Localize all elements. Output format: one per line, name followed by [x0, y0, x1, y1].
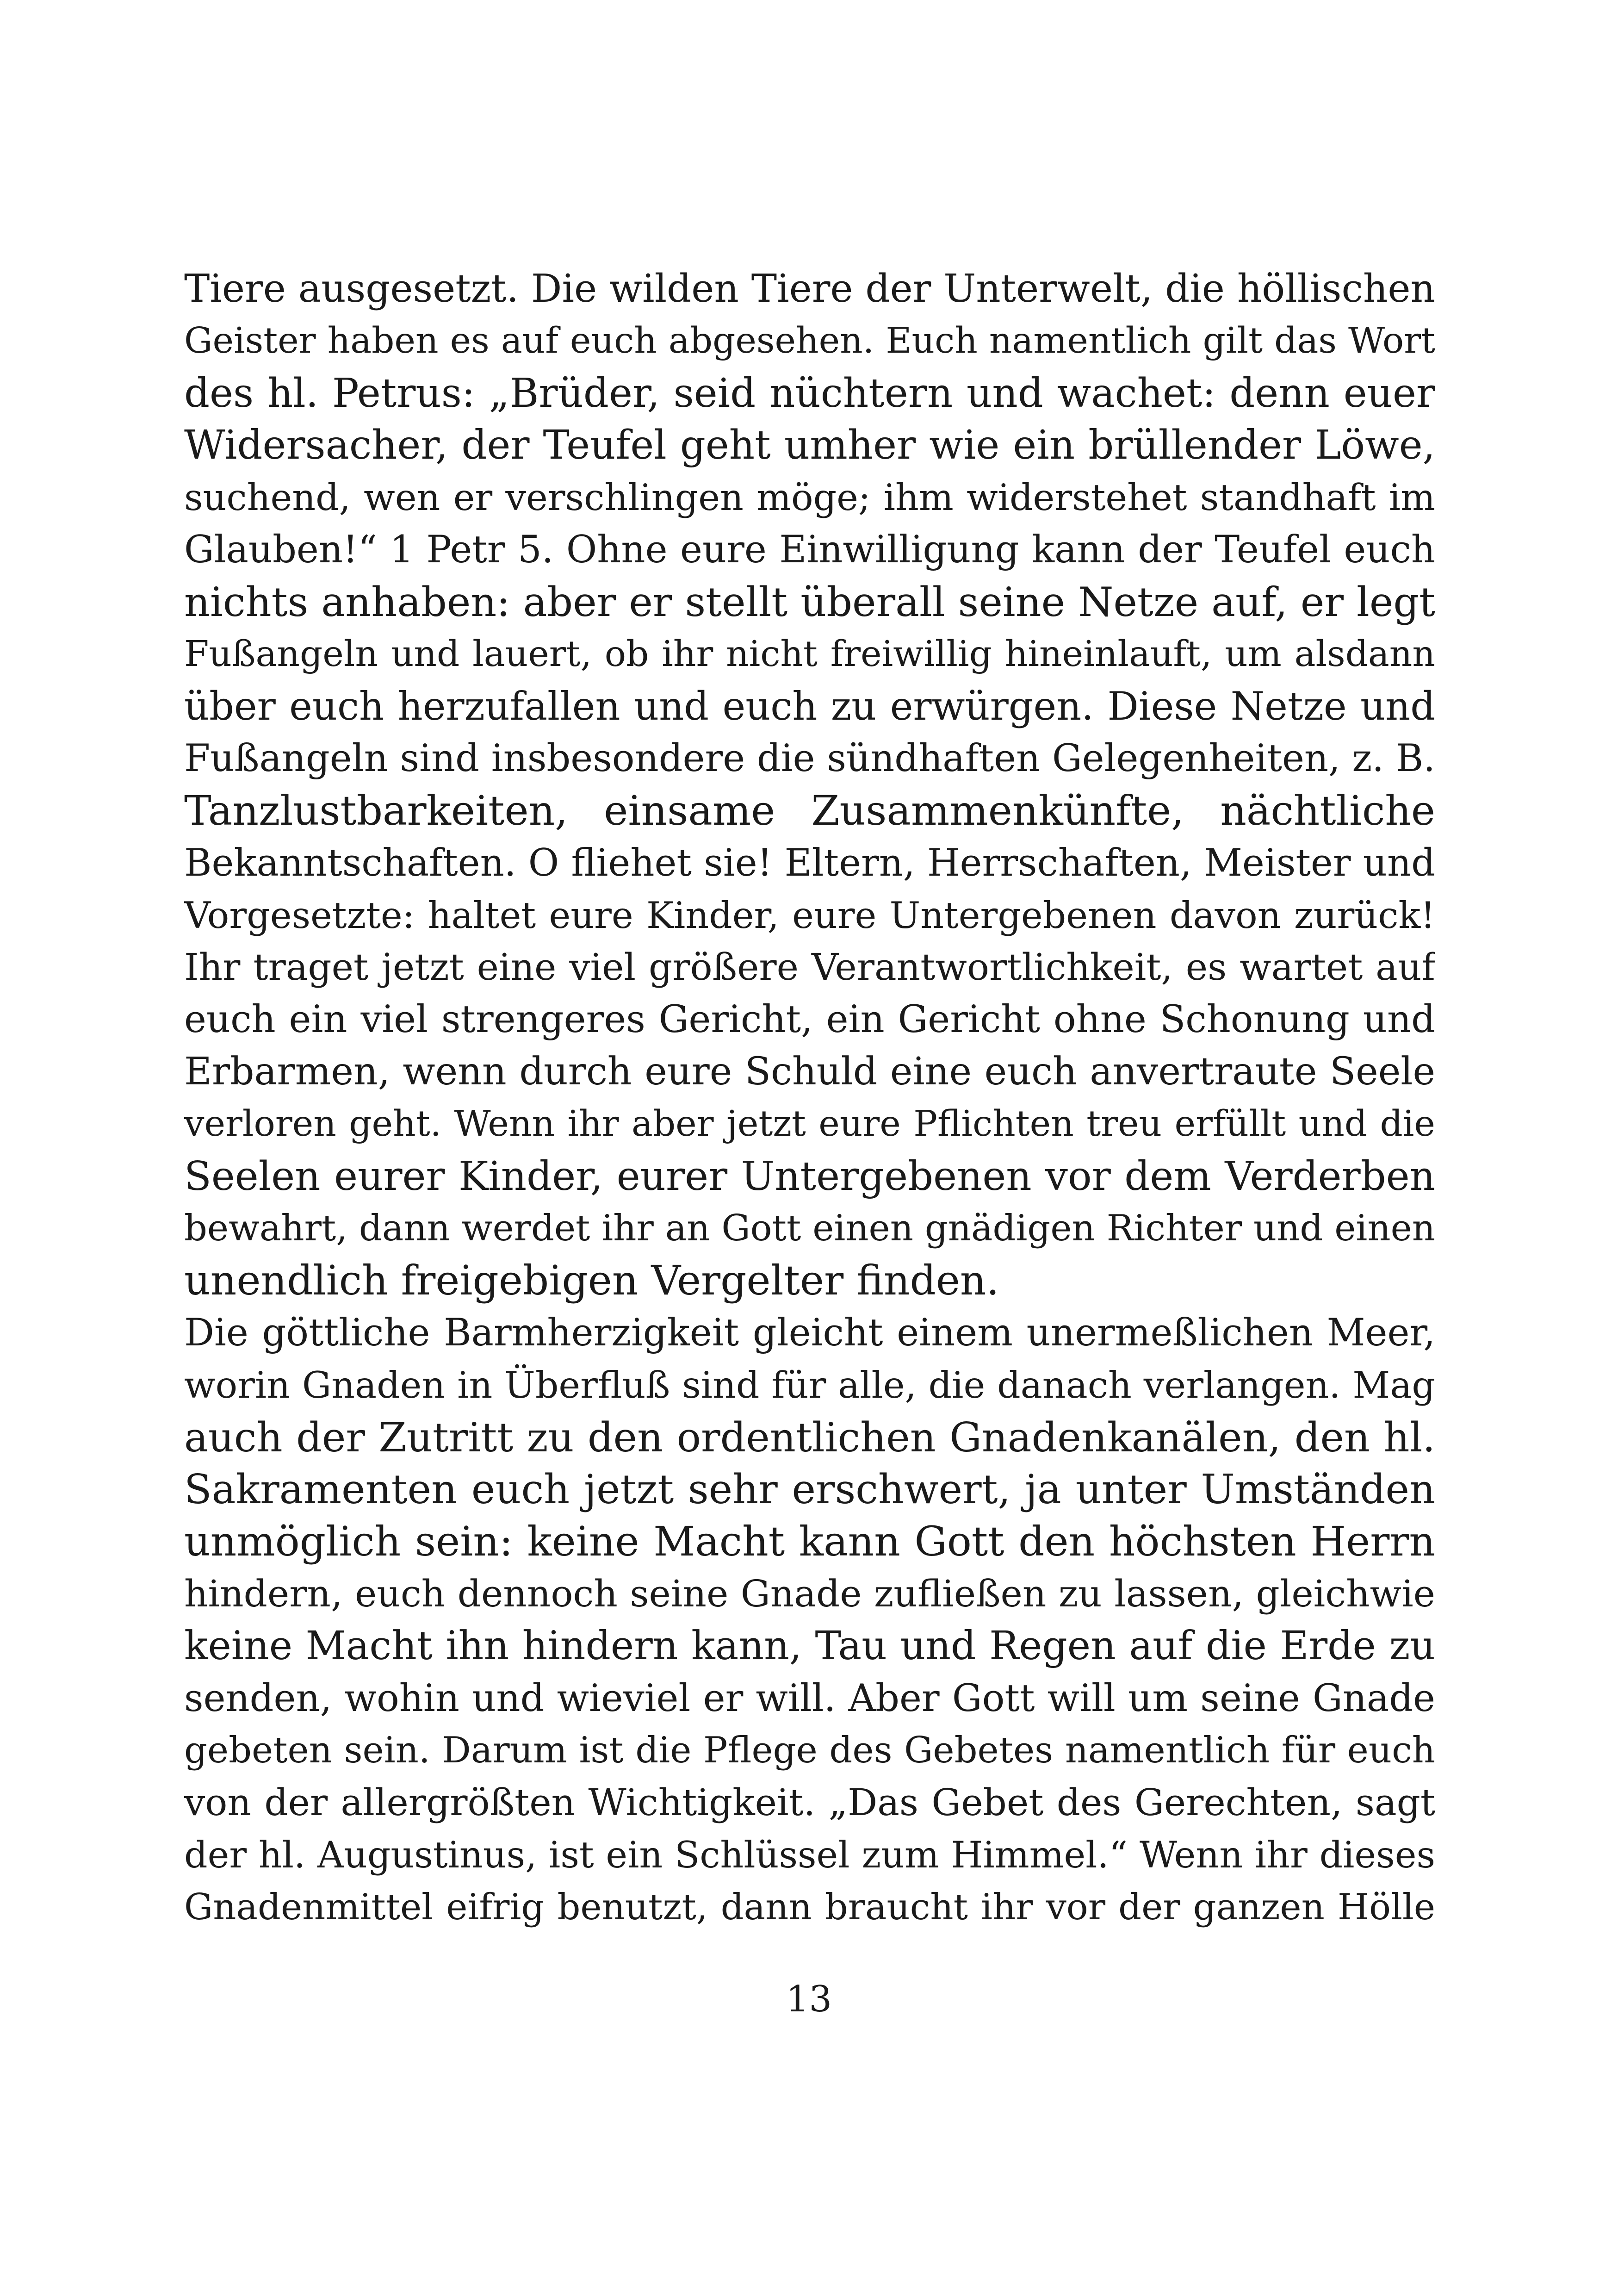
- text-line: Fußangeln und lauert, ob ihr nicht freiwillig hineinlauft, um alsdann: [184, 633, 1435, 675]
- text-line: Die göttliche Barmherzigkeit gleicht einem unermeßlichen Meer,: [184, 1311, 1435, 1355]
- text-line: hindern, euch dennoch seine Gnade zufließen zu lassen, gleichwie: [184, 1572, 1435, 1615]
- page-body: [184, 263, 1435, 1934]
- text-line: Gnadenmittel eifrig benutzt, dann braucht ihr vor der ganzen Hölle: [184, 1886, 1435, 1928]
- text-line: gebeten sein. Darum ist die Pflege des Gebetes namentlich für euch: [184, 1730, 1435, 1772]
- page-number: 13: [786, 1979, 832, 2020]
- text-line: auch der Zutritt zu den ordentlichen Gnadenkanälen, den hl.: [184, 1413, 1435, 1461]
- text-line: von der allergrößten Wichtigkeit. „Das Gebet des Gerechten, sagt: [184, 1781, 1435, 1824]
- text-line: Sakramenten euch jetzt sehr erschwert, ja unter Umständen: [184, 1466, 1435, 1513]
- text-line: der hl. Augustinus, ist ein Schlüssel zum Himmel.“ Wenn ihr dieses: [184, 1833, 1435, 1876]
- text-line: nichts anhaben: aber er stellt überall seine Netze auf, er legt: [184, 578, 1435, 626]
- text-line: Widersacher, der Teufel geht umher wie ein brüllender Löwe,: [184, 422, 1435, 469]
- text-line: keine Macht ihn hindern kann, Tau und Regen auf die Erde zu: [184, 1623, 1435, 1669]
- text-line: über euch herzufallen und euch zu erwürgen. Diese Netze und: [184, 684, 1435, 729]
- text-line: unendlich freigebigen Vergelter finden.: [184, 1257, 999, 1305]
- text-line: Vorgesetzte: haltet eure Kinder, eure Untergebenen davon zurück!: [184, 894, 1435, 937]
- text-line: Tiere ausgesetzt. Die wilden Tiere der Unterwelt, die höllischen: [184, 266, 1435, 311]
- text-line: suchend, wen er verschlingen möge; ihm widerstehet standhaft im: [184, 476, 1435, 519]
- text-line: Tanzlustbarkeiten, einsame Zusammenkünfte, nächtliche: [184, 786, 1435, 834]
- text-line: des hl. Petrus: „Brüder, seid nüchtern und wachet: denn euer: [184, 370, 1435, 417]
- text-line: Seelen eurer Kinder, eurer Untergebenen vor dem Verderben: [184, 1153, 1435, 1200]
- text-line: euch ein viel strengeres Gericht, ein Gericht ohne Schonung und: [184, 998, 1435, 1042]
- text-line: Fußangeln sind insbesondere die sündhaften Gelegenheiten, z. B.: [184, 737, 1435, 781]
- text-line: verloren geht. Wenn ihr aber jetzt eure Pflichten treu erfüllt und die: [184, 1103, 1435, 1145]
- text-line: worin Gnaden in Überfluß sind für alle, die danach verlangen. Mag: [184, 1363, 1435, 1406]
- paragraph-2: [184, 1307, 1435, 1934]
- text-line: Ihr traget jetzt eine viel größere Verantwortlichkeit, es wartet auf: [184, 946, 1435, 989]
- text-line: Geister haben es auf euch abgesehen. Euch namentlich gilt das Wort: [184, 320, 1435, 361]
- text-line: senden, wohin und wieviel er will. Aber Gott will um seine Gnade: [184, 1676, 1435, 1720]
- text-line: bewahrt, dann werdet ihr an Gott einen gnädigen Richter und einen: [184, 1207, 1435, 1250]
- text-line: Erbarmen, wenn durch eure Schuld eine euch anvertraute Seele: [184, 1049, 1435, 1094]
- text-line: Glauben!“ 1 Petr 5. Ohne eure Einwilligung kann der Teufel euch: [184, 528, 1435, 572]
- text-line: unmöglich sein: keine Macht kann Gott den höchsten Herrn: [184, 1518, 1435, 1566]
- text-line: Bekanntschaften. O fliehet sie! Eltern, Herrschaften, Meister und: [184, 841, 1435, 885]
- paragraph-1: [184, 263, 1435, 1307]
